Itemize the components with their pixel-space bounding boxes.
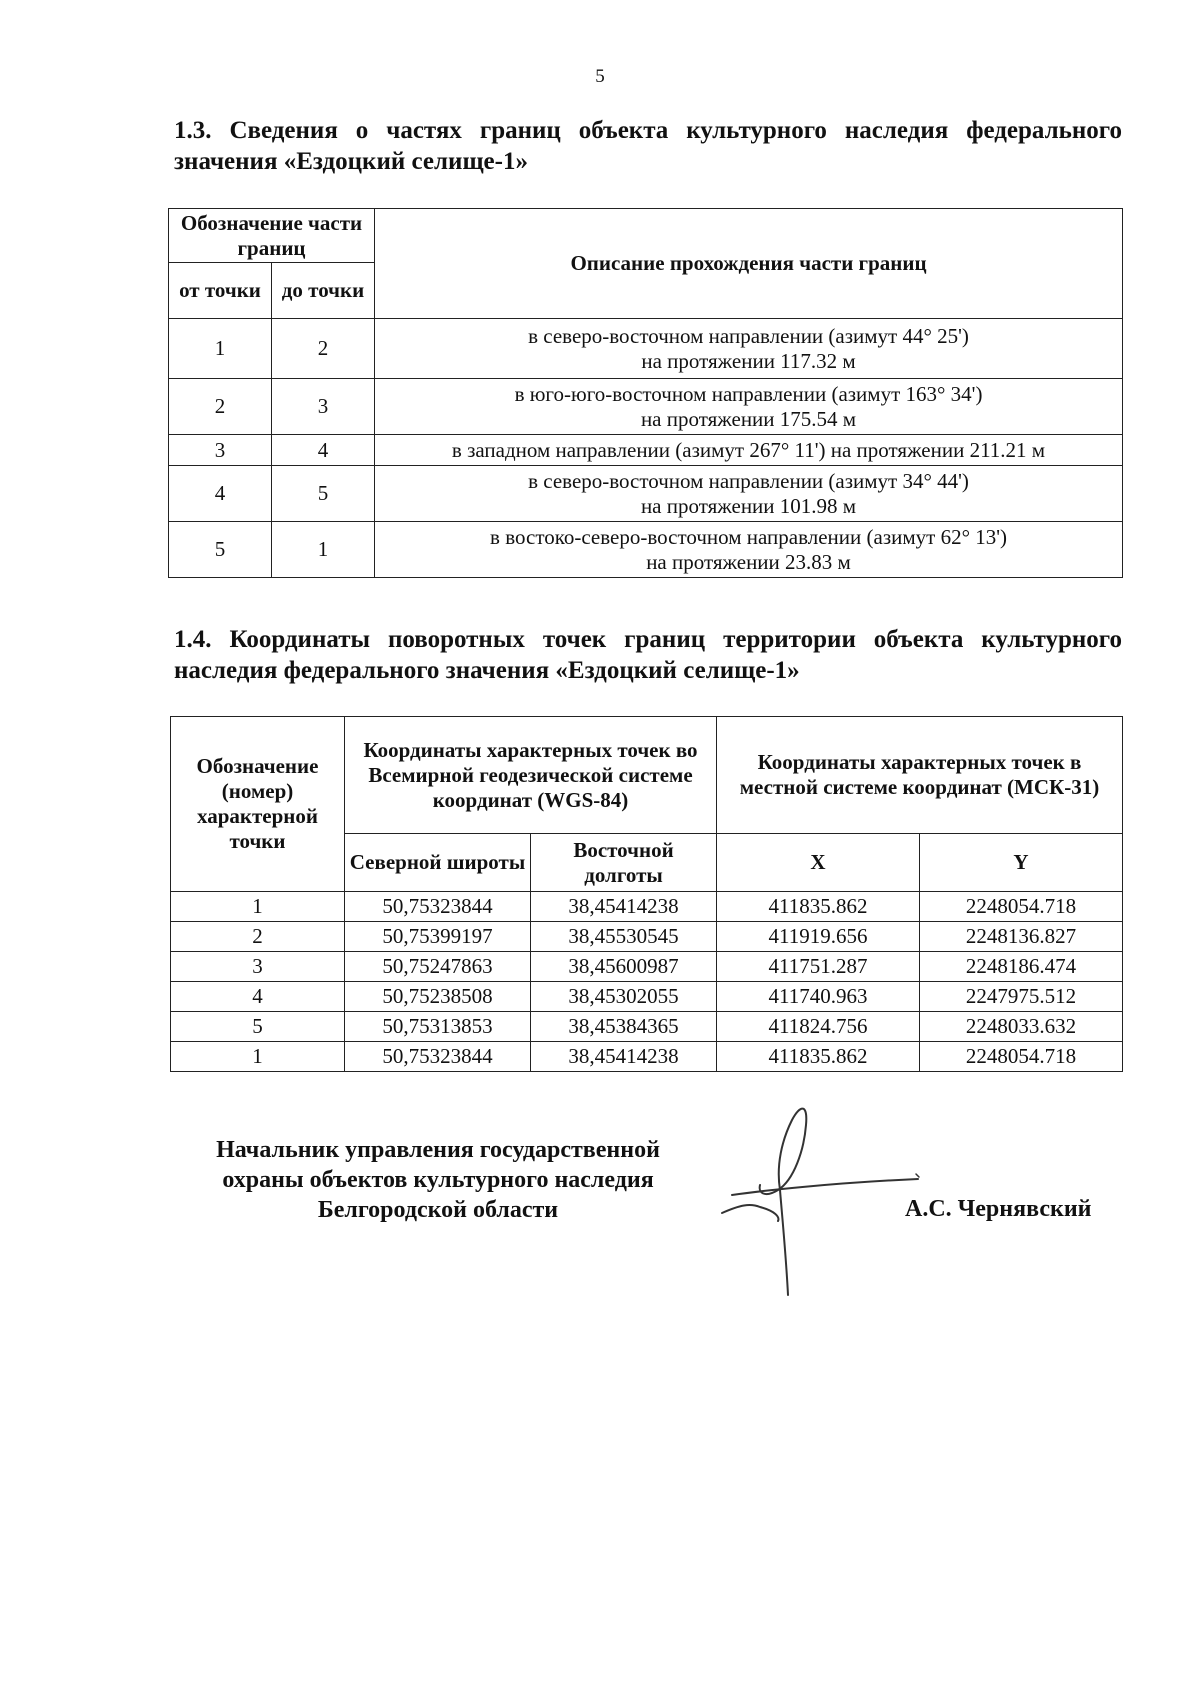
x-cell: 411751.287: [717, 952, 920, 982]
x-cell: 411824.756: [717, 1012, 920, 1042]
coordinates-table: [170, 716, 1123, 1072]
section-1-4-heading: 1.4. Координаты поворотных точек границ территории объекта культурного наследия федерального значения «Ездоцкий селище-1»: [174, 626, 1122, 684]
longitude-cell: 38,45384365: [531, 1012, 717, 1042]
description-line: в востоко-северо-восточном направлении (азимут 62° 13'): [490, 524, 1007, 549]
from-point-header: от точки: [169, 263, 272, 319]
x-header: X: [717, 834, 920, 892]
latitude-cell: 50,75313853: [345, 1012, 531, 1042]
table-row: [171, 1012, 1123, 1042]
signatory-title-line: охраны объектов культурного наследия: [222, 1167, 654, 1193]
signatory-name: А.С. Чернявский: [905, 1196, 1092, 1222]
from-cell: 1: [169, 319, 272, 379]
y-cell: 2247975.512: [920, 982, 1123, 1012]
to-cell: 1: [272, 522, 375, 578]
signatory-title: [188, 1135, 688, 1225]
point-cell: 1: [171, 892, 345, 922]
y-cell: 2248033.632: [920, 1012, 1123, 1042]
description-cell: [375, 466, 1123, 522]
east-longitude-header: Восточной долготы: [531, 834, 717, 892]
longitude-cell: 38,45600987: [531, 952, 717, 982]
description-header: Описание прохождения части границ: [375, 209, 1123, 319]
y-header: Y: [920, 834, 1123, 892]
table-row: [171, 982, 1123, 1012]
description-cell: [375, 522, 1123, 578]
section-1-3-heading: 1.3. Сведения о частях границ объекта культурного наследия федерального значения «Ездоцкий селище-1»: [174, 117, 1122, 175]
wgs84-header: Координаты характерных точек во Всемирной геодезической системе координат (WGS-84): [345, 717, 717, 834]
to-point-header: до точки: [272, 263, 375, 319]
x-cell: 411835.862: [717, 1042, 920, 1072]
signatory-title-line: Белгородской области: [317, 1197, 559, 1223]
table-row: [169, 522, 1123, 578]
to-cell: 3: [272, 379, 375, 435]
page-number: 5: [595, 66, 605, 87]
boundary-parts-table: [168, 208, 1123, 578]
from-cell: 2: [169, 379, 272, 435]
point-number-header: Обозначение (номер) характерной точки: [171, 717, 345, 892]
x-cell: 411835.862: [717, 892, 920, 922]
x-cell: 411919.656: [717, 922, 920, 952]
point-cell: 3: [171, 952, 345, 982]
to-cell: 5: [272, 466, 375, 522]
y-cell: 2248054.718: [920, 892, 1123, 922]
designation-header: Обозначение части границ: [169, 209, 375, 263]
description-line: на протяжении 23.83 м: [646, 549, 851, 574]
x-cell: 411740.963: [717, 982, 920, 1012]
description-line: на протяжении 101.98 м: [640, 493, 857, 518]
latitude-cell: 50,75399197: [345, 922, 531, 952]
description-line: на протяжении 175.54 м: [640, 406, 857, 431]
longitude-cell: 38,45414238: [531, 1042, 717, 1072]
longitude-cell: 38,45414238: [531, 892, 717, 922]
description-cell: [375, 379, 1123, 435]
to-cell: 2: [272, 319, 375, 379]
longitude-cell: 38,45530545: [531, 922, 717, 952]
point-cell: 2: [171, 922, 345, 952]
from-cell: 3: [169, 435, 272, 466]
point-cell: 5: [171, 1012, 345, 1042]
longitude-cell: 38,45302055: [531, 982, 717, 1012]
latitude-cell: 50,75323844: [345, 892, 531, 922]
description-line: на протяжении 117.32 м: [641, 348, 856, 373]
y-cell: 2248136.827: [920, 922, 1123, 952]
description-cell: [375, 319, 1123, 379]
signatory-title-line: Начальник управления государственной: [216, 1137, 660, 1163]
description-line: в северо-восточном направлении (азимут 44° 25'): [528, 323, 969, 348]
latitude-cell: 50,75323844: [345, 1042, 531, 1072]
description-cell: в западном направлении (азимут 267° 11') на протяжении 211.21 м: [375, 435, 1123, 466]
latitude-cell: 50,75238508: [345, 982, 531, 1012]
table-row: [169, 435, 1123, 466]
to-cell: 4: [272, 435, 375, 466]
description-line: в северо-восточном направлении (азимут 34° 44'): [528, 468, 969, 493]
latitude-cell: 50,75247863: [345, 952, 531, 982]
north-latitude-header: Северной широты: [345, 834, 531, 892]
table-row: [171, 1042, 1123, 1072]
point-cell: 4: [171, 982, 345, 1012]
y-cell: 2248054.718: [920, 1042, 1123, 1072]
table-row: [169, 379, 1123, 435]
from-cell: 5: [169, 522, 272, 578]
table-row: [171, 952, 1123, 982]
table-row: [171, 922, 1123, 952]
table-row: [171, 892, 1123, 922]
y-cell: 2248186.474: [920, 952, 1123, 982]
msk31-header: Координаты характерных точек в местной системе координат (МСК-31): [717, 717, 1123, 834]
from-cell: 4: [169, 466, 272, 522]
description-line: в юго-юго-восточном направлении (азимут 163° 34'): [514, 381, 983, 406]
table-row: [169, 466, 1123, 522]
point-cell: 1: [171, 1042, 345, 1072]
table-row: [169, 319, 1123, 379]
